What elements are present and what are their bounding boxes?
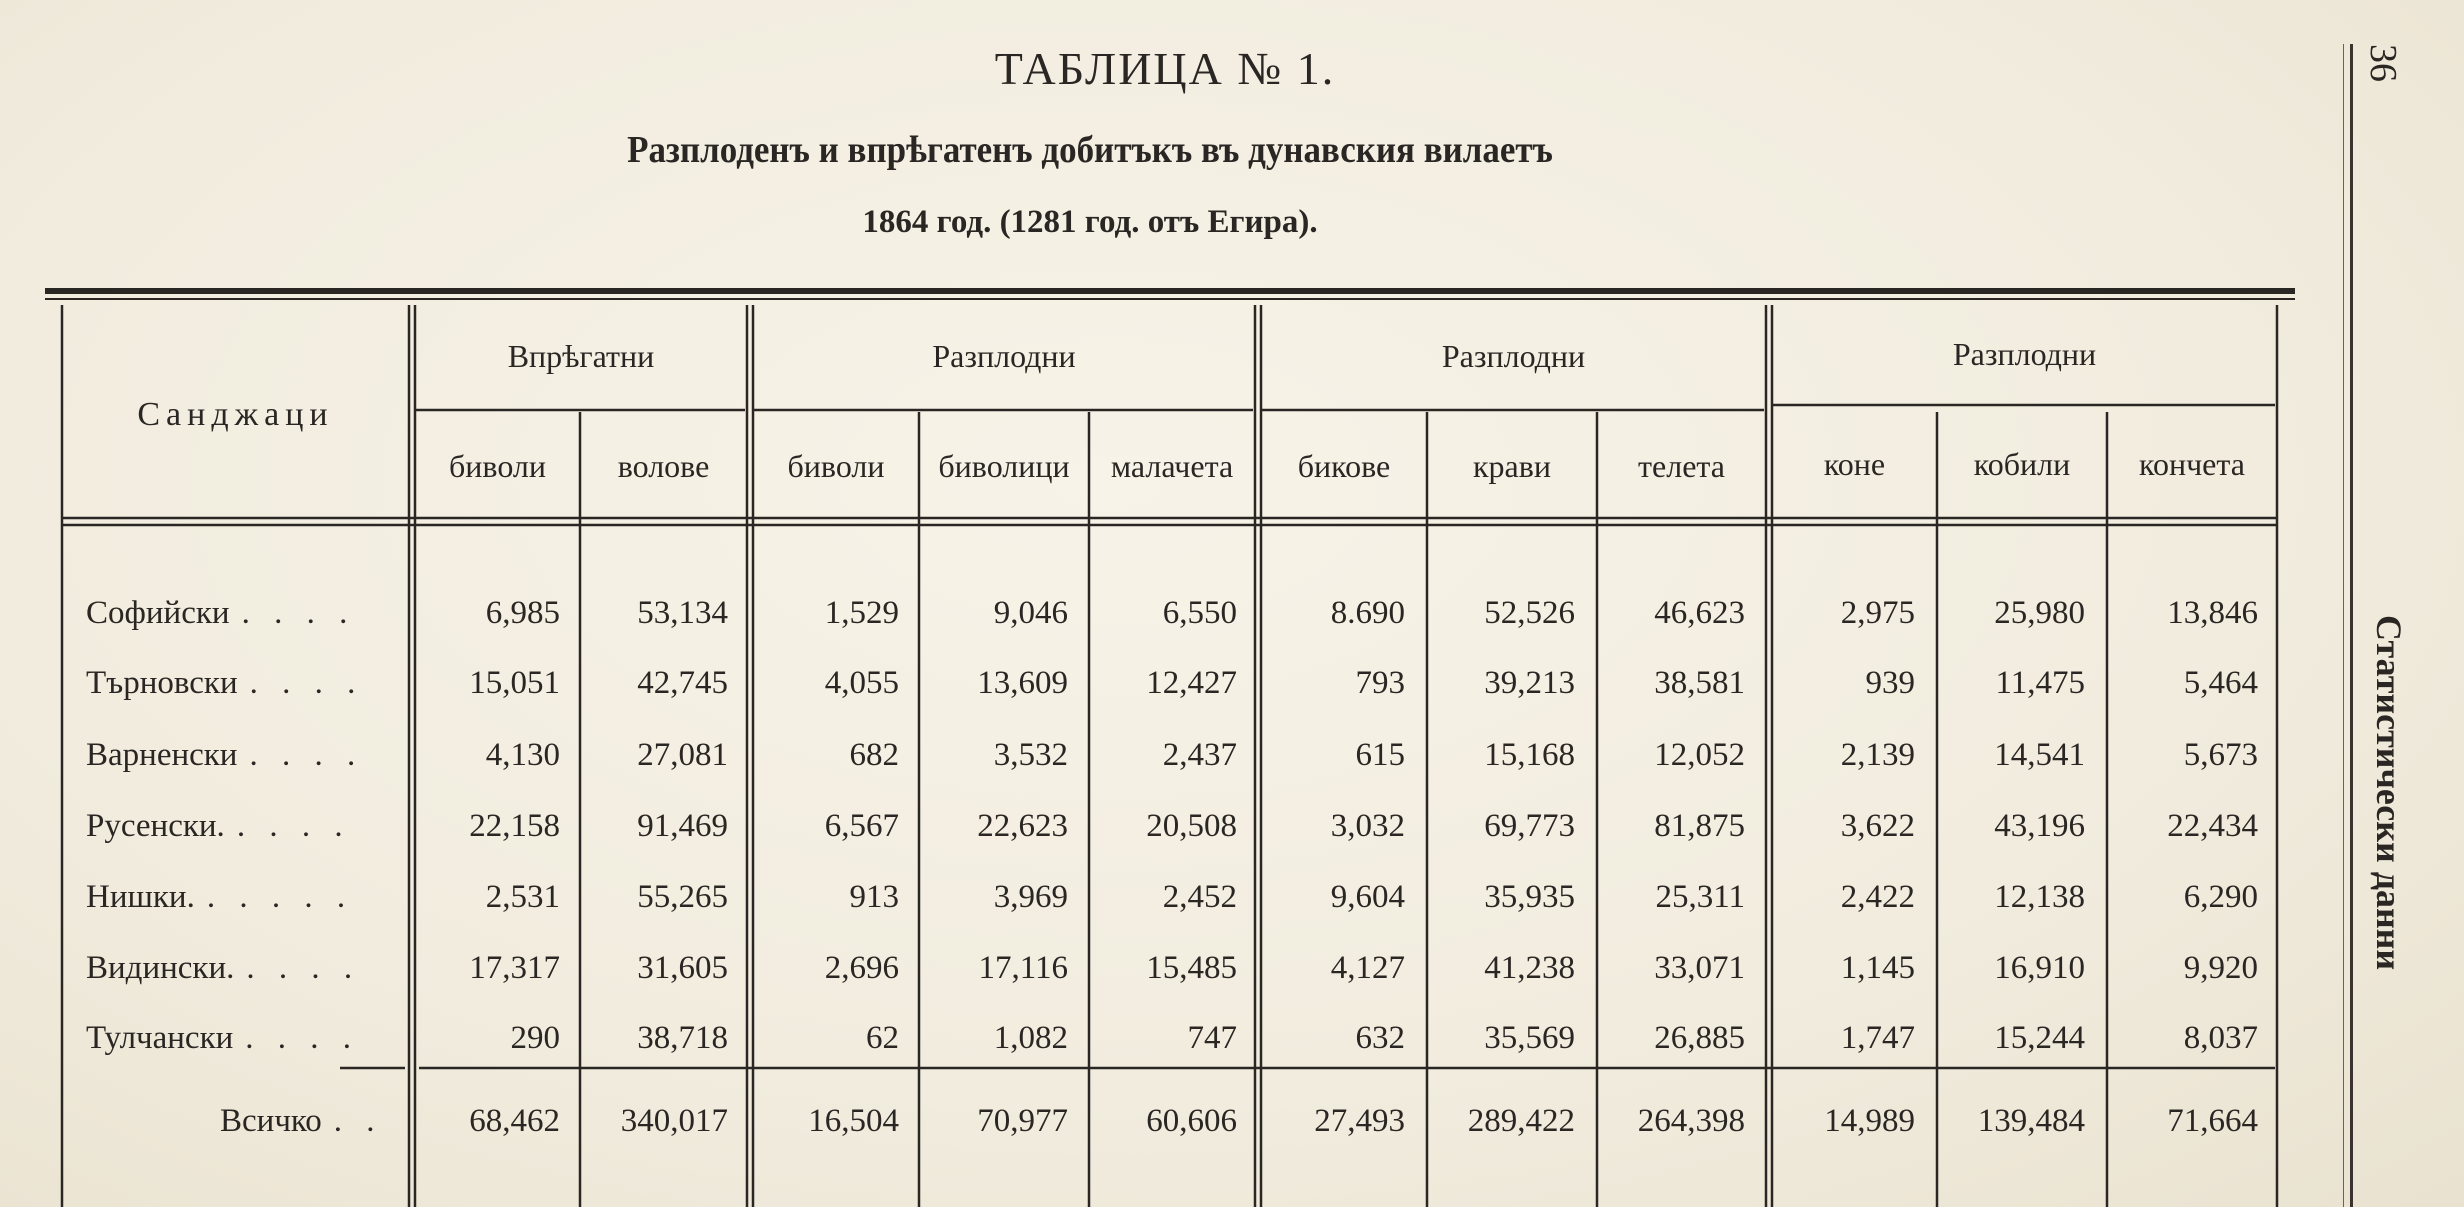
table-cell: 41,238 xyxy=(1484,950,1575,986)
table-cell: 5,673 xyxy=(2183,737,2258,773)
table-cell: 38,581 xyxy=(1654,665,1745,701)
table-cell: 25,980 xyxy=(1994,595,2085,631)
table-cell: 747 xyxy=(1187,1020,1237,1056)
header-col-6: бикове xyxy=(1297,448,1391,484)
table-cell: 2,437 xyxy=(1162,737,1237,773)
leader-dots: . . xyxy=(333,1103,383,1139)
region-name: Софийски xyxy=(86,595,230,631)
table-cell: 35,935 xyxy=(1484,879,1575,915)
table-cell: 793 xyxy=(1355,665,1405,701)
header-col-4: биволици xyxy=(938,448,1070,484)
table-cell: 14,541 xyxy=(1994,737,2085,773)
table-cell: 2,975 xyxy=(1840,595,1915,631)
row-label xyxy=(86,667,363,700)
table-cell: 13,609 xyxy=(977,665,1068,701)
leader-dots: . . . . xyxy=(245,1020,360,1056)
total-cell: 14,989 xyxy=(1824,1103,1915,1139)
table-cell: 3,032 xyxy=(1330,808,1405,844)
table-cell: 2,531 xyxy=(485,879,560,915)
region-name: Русенски. xyxy=(86,808,225,844)
table-cell: 38,718 xyxy=(637,1020,728,1056)
header-col-5: малачета xyxy=(1110,448,1234,484)
total-cell: 139,484 xyxy=(1977,1103,2085,1139)
table-cell: 1,145 xyxy=(1840,950,1915,986)
table-cell: 3,969 xyxy=(993,879,1068,915)
table-cell: 12,427 xyxy=(1146,665,1237,701)
table-cell: 9,046 xyxy=(993,595,1068,631)
leader-dots: . . . . xyxy=(236,808,351,844)
row-label xyxy=(86,881,353,914)
table-cell: 682 xyxy=(849,737,899,773)
table-cell: 12,138 xyxy=(1994,879,2085,915)
table-cell: 11,475 xyxy=(1995,665,2085,701)
leader-dots: . . . . xyxy=(249,665,364,701)
region-name: Търновски xyxy=(86,665,238,701)
row-label xyxy=(86,952,360,985)
total-cell: 289,422 xyxy=(1467,1103,1575,1139)
table-cell: 8,037 xyxy=(2183,1020,2258,1056)
total-cell: 340,017 xyxy=(620,1103,728,1139)
table-cell: 62 xyxy=(866,1020,899,1056)
table-cell: 33,071 xyxy=(1654,950,1745,986)
table-cell: 9,604 xyxy=(1330,879,1405,915)
table-cell: 3,622 xyxy=(1840,808,1915,844)
total-cell: 16,504 xyxy=(808,1103,899,1139)
header-col-7: крави xyxy=(1473,448,1551,484)
total-cell: 70,977 xyxy=(977,1103,1068,1139)
table-cell: 31,605 xyxy=(637,950,728,986)
header-group-breeding-cattle: Разплодни xyxy=(1441,338,1586,374)
table-cell: 17,317 xyxy=(469,950,560,986)
table-cell: 91,469 xyxy=(637,808,728,844)
header-col-11: кончета xyxy=(2139,446,2245,482)
region-name: Всичко xyxy=(220,1103,322,1139)
table-cell: 2,422 xyxy=(1840,879,1915,915)
table-cell: 15,051 xyxy=(469,665,560,701)
total-row-label xyxy=(220,1105,383,1138)
table-cell: 20,508 xyxy=(1146,808,1237,844)
table-cell: 27,081 xyxy=(637,737,728,773)
table-cell: 15,485 xyxy=(1146,950,1237,986)
table-cell: 69,773 xyxy=(1484,808,1575,844)
total-cell: 60,606 xyxy=(1146,1103,1237,1139)
table-cell: 4,127 xyxy=(1330,950,1405,986)
total-cell: 27,493 xyxy=(1314,1103,1405,1139)
leader-dots: . . . . . xyxy=(206,879,354,915)
leader-dots: . . . . xyxy=(241,595,356,631)
header-col-2: волове xyxy=(617,448,710,484)
table-cell: 290 xyxy=(510,1020,560,1056)
table-cell: 39,213 xyxy=(1484,665,1575,701)
total-cell: 71,664 xyxy=(2167,1103,2258,1139)
table-cell: 22,158 xyxy=(469,808,560,844)
table-cell: 1,082 xyxy=(993,1020,1068,1056)
table-cell: 4,055 xyxy=(824,665,899,701)
table-cell: 2,452 xyxy=(1162,879,1237,915)
table-subtitle: Разплоденъ и впрѣгатенъ добитъкъ въ дунавския вилаетъ xyxy=(627,129,1553,171)
total-cell: 68,462 xyxy=(469,1103,560,1139)
table-cell: 1,529 xyxy=(824,595,899,631)
region-name: Видински. xyxy=(86,950,235,986)
table-cell: 16,910 xyxy=(1994,950,2085,986)
table-cell: 46,623 xyxy=(1654,595,1745,631)
table-cell: 42,745 xyxy=(637,665,728,701)
header-col-3: биволи xyxy=(787,448,885,484)
region-name: Нишки. xyxy=(86,879,195,915)
table-cell: 15,244 xyxy=(1994,1020,2085,1056)
header-group-breeding-horses: Разплодни xyxy=(1952,336,2097,372)
table-cell: 53,134 xyxy=(637,595,728,631)
table-cell: 52,526 xyxy=(1484,595,1575,631)
table-cell: 6,985 xyxy=(485,595,560,631)
table-cell: 26,885 xyxy=(1654,1020,1745,1056)
table-cell: 6,550 xyxy=(1162,595,1237,631)
row-label xyxy=(86,597,355,630)
leader-dots: . . . . xyxy=(249,737,364,773)
header-region-column: Санджаци xyxy=(137,396,334,433)
region-name: Варненски xyxy=(86,737,238,773)
header-col-1: биволи xyxy=(449,448,546,484)
header-col-10: кобили xyxy=(1973,446,2071,482)
total-cell: 264,398 xyxy=(1637,1103,1745,1139)
header-col-8: телета xyxy=(1638,448,1725,484)
table-cell: 6,290 xyxy=(2183,879,2258,915)
table-cell: 913 xyxy=(849,879,899,915)
header-group-draft: Впрѣгатни xyxy=(507,338,655,374)
table-cell: 22,623 xyxy=(977,808,1068,844)
table-year: 1864 год. (1281 год. отъ Егира). xyxy=(862,204,1318,240)
table-cell: 35,569 xyxy=(1484,1020,1575,1056)
table-cell: 15,168 xyxy=(1484,737,1575,773)
table-cell: 12,052 xyxy=(1654,737,1745,773)
table-cell: 4,130 xyxy=(485,737,560,773)
region-name: Тулчански xyxy=(86,1020,234,1056)
running-header: Статистически данни xyxy=(2369,615,2409,971)
table-cell: 6,567 xyxy=(824,808,899,844)
page-number: 36 xyxy=(2362,44,2404,82)
table-cell: 2,139 xyxy=(1840,737,1915,773)
table-cell: 615 xyxy=(1355,737,1405,773)
table-cell: 9,920 xyxy=(2183,950,2258,986)
row-label xyxy=(86,739,363,772)
table-cell: 81,875 xyxy=(1654,808,1745,844)
leader-dots: . . . . xyxy=(246,950,361,986)
table-cell: 2,696 xyxy=(824,950,899,986)
table-cell: 5,464 xyxy=(2183,665,2258,701)
header-col-9: коне xyxy=(1823,446,1886,482)
row-label xyxy=(86,1022,359,1055)
table-cell: 8.690 xyxy=(1330,595,1405,631)
table-title: ТАБЛИЦА № 1. xyxy=(994,43,1336,94)
table-cell: 17,116 xyxy=(978,950,1068,986)
row-label xyxy=(86,810,351,843)
table-cell: 13,846 xyxy=(2167,595,2258,631)
table-cell: 43,196 xyxy=(1994,808,2085,844)
table-cell: 3,532 xyxy=(993,737,1068,773)
table-cell: 55,265 xyxy=(637,879,728,915)
table-cell: 22,434 xyxy=(2167,808,2258,844)
table-cell: 25,311 xyxy=(1655,879,1745,915)
header-group-breeding-buffalo: Разплодни xyxy=(932,338,1076,374)
table-cell: 939 xyxy=(1865,665,1915,701)
table-cell: 1,747 xyxy=(1840,1020,1915,1056)
table-cell: 632 xyxy=(1355,1020,1405,1056)
